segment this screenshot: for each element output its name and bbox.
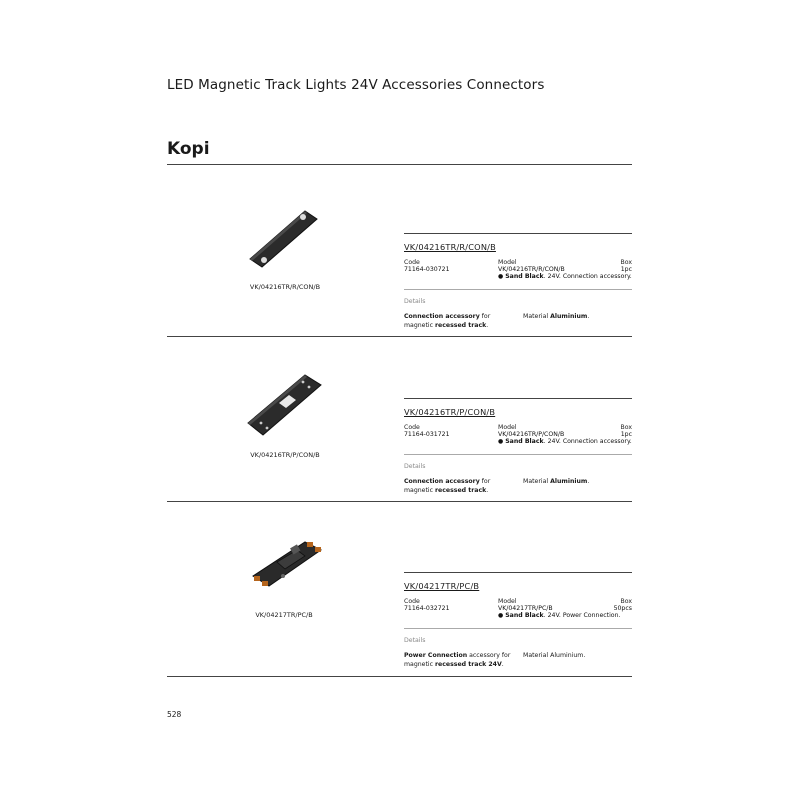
model-value: VK/04216TR/R/CON/B xyxy=(498,266,565,273)
page-number: 528 xyxy=(167,710,182,719)
product-section-3 xyxy=(167,502,632,677)
spec-line: ● Sand Black. 24V. Power Connection. xyxy=(498,612,621,619)
spec-line: ● Sand Black. 24V. Connection accessory. xyxy=(498,438,632,445)
details-label: Details xyxy=(404,298,426,305)
material: Material Aluminium. xyxy=(523,313,590,320)
code-label: Code xyxy=(404,424,420,431)
box-value: 50pcs xyxy=(613,605,632,612)
box-label: Box xyxy=(620,598,632,605)
details-label: Details xyxy=(404,637,426,644)
connector-plate-image xyxy=(245,207,325,272)
connector-plate-image xyxy=(243,369,325,441)
model-label: Model xyxy=(498,598,517,605)
model-value: VK/04216TR/P/CON/B xyxy=(498,431,565,438)
box-label: Box xyxy=(620,424,632,431)
box-label: Box xyxy=(620,259,632,266)
power-connector-image xyxy=(247,536,327,596)
code-label: Code xyxy=(404,259,420,266)
model-title: VK/04216TR/R/CON/B xyxy=(404,242,496,252)
description: Connection accessory for magnetic recessed track. xyxy=(404,478,491,494)
box-value: 1pc xyxy=(620,431,632,438)
brand-name: Kopi xyxy=(167,139,210,159)
spec-line: ● Sand Black. 24V. Connection accessory. xyxy=(498,273,632,280)
description: Connection accessory for magnetic recessed track. xyxy=(404,313,491,329)
box-value: 1pc xyxy=(620,266,632,273)
page-title: LED Magnetic Track Lights 24V Accessories Connectors xyxy=(167,77,545,93)
material: Material Aluminium. xyxy=(523,478,590,485)
material: Material Aluminium. xyxy=(523,652,586,659)
model-title: VK/04216TR/P/CON/B xyxy=(404,407,496,417)
code-label: Code xyxy=(404,598,420,605)
code-value: 71164-030721 xyxy=(404,266,450,273)
model-value: VK/04217TR/PC/B xyxy=(498,605,553,612)
model-label: Model xyxy=(498,259,517,266)
image-label: VK/04217TR/PC/B xyxy=(255,611,313,619)
product-section-2 xyxy=(167,337,632,502)
code-value: 71164-032721 xyxy=(404,605,450,612)
description: Power Connection accessory for magnetic recessed track 24V. xyxy=(404,652,511,668)
model-title: VK/04217TR/PC/B xyxy=(404,581,480,591)
product-section-1 xyxy=(167,165,632,337)
image-label: VK/04216TR/P/CON/B xyxy=(250,451,320,459)
model-label: Model xyxy=(498,424,517,431)
section-divider xyxy=(167,676,632,677)
details-label: Details xyxy=(404,463,426,470)
image-label: VK/04216TR/R/CON/B xyxy=(249,283,321,291)
code-value: 71164-031721 xyxy=(404,431,450,438)
